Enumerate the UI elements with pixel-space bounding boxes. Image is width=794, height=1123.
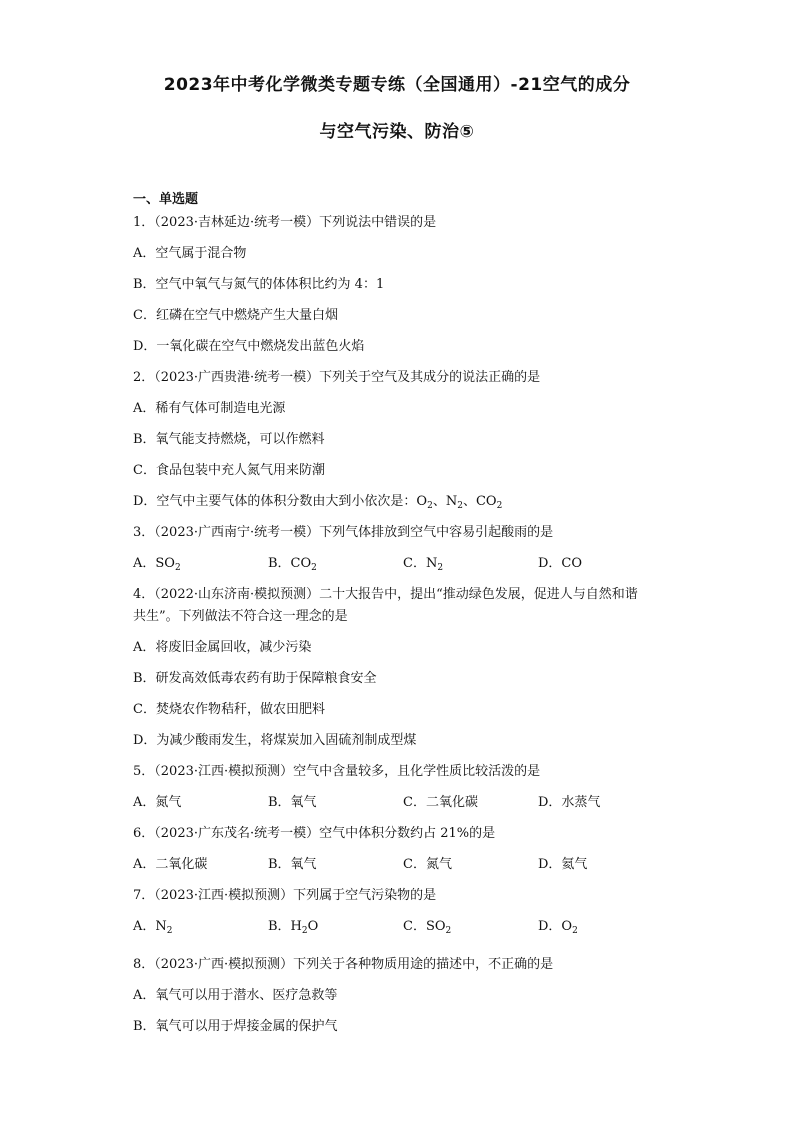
question-6-option-d: D．氦气 — [538, 857, 588, 872]
question-8-option-b: B．氧气可以用于焊接金属的保护气 — [133, 1019, 338, 1034]
question-7-option-c: C．$SO_2$ — [403, 919, 452, 936]
question-5-option-d: D．水蒸气 — [538, 795, 601, 810]
question-2-option-b: B．氧气能支持燃烧，可以作燃料 — [133, 432, 325, 447]
question-2-option-a: A．稀有气体可制造电光源 — [133, 401, 286, 416]
document-title-line-2: 与空气污染、防治⑤ — [319, 122, 475, 142]
question-3-option-c: C．$N_2$ — [403, 556, 444, 573]
question-list — [133, 212, 673, 1047]
question-6-option-c: C．氮气 — [403, 857, 452, 872]
question-3-options — [133, 553, 673, 584]
question-4-stem-line-2: 共生”。下列做法不符合这一理念的是 — [133, 609, 348, 624]
question-5-option-b: B．氧气 — [268, 795, 317, 810]
question-3-option-d: D．CO — [538, 556, 583, 571]
question-2-option-d: D．空气中主要气体的体积分数由大到小依次是：$O_2$、$N_2$、$CO_2$ — [133, 494, 503, 511]
question-2-stem: 2．（2023·广西贵港·统考一模）下列关于空气及其成分的说法正确的是 — [133, 370, 541, 385]
question-4-option-d: D．为减少酸雨发生，将煤炭加入固硫剂制成型煤 — [133, 733, 417, 748]
question-8-stem: 8．（2023·广西·模拟预测）下列关于各种物质用途的描述中，不正确的是 — [133, 957, 554, 972]
question-5-option-a: A．氮气 — [133, 795, 182, 810]
question-4-option-c: C．焚烧农作物秸秆，做农田肥料 — [133, 702, 325, 717]
question-1-stem: 1．（2023·吉林延边·统考一模）下列说法中错误的是 — [133, 215, 437, 230]
question-8-option-a: A．氧气可以用于潜水、医疗急救等 — [133, 988, 338, 1003]
question-5-stem: 5．（2023·江西·模拟预测）空气中含量较多，且化学性质比较活泼的是 — [133, 764, 541, 779]
question-1-option-c: C．红磷在空气中燃烧产生大量白烟 — [133, 308, 338, 323]
question-5-option-c: C．二氧化碳 — [403, 795, 478, 810]
question-7-options — [133, 916, 673, 954]
question-1-option-b: B．空气中氧气与氮气的体体积比约为 4：1 — [133, 277, 385, 292]
question-6-stem: 6．（2023·广东茂名·统考一模）空气中体积分数约占 21%的是 — [133, 826, 496, 841]
question-1-option-d: D．一氧化碳在空气中燃烧发出蓝色火焰 — [133, 339, 365, 354]
question-4-option-b: B．研发高效低毒农药有助于保障粮食安全 — [133, 671, 377, 686]
question-5-options — [133, 792, 673, 823]
question-7-option-b: B．$H_2O$ — [268, 919, 319, 936]
question-7-option-a: A．$N_2$ — [133, 919, 173, 936]
question-1-option-a: A．空气属于混合物 — [133, 246, 247, 261]
question-3-stem: 3．（2023·广西南宁·统考一模）下列气体排放到空气中容易引起酸雨的是 — [133, 525, 554, 540]
question-6-option-a: A．二氧化碳 — [133, 857, 208, 872]
question-4-option-a: A．将废旧金属回收，减少污染 — [133, 640, 312, 655]
question-7-stem: 7．（2023·江西·模拟预测）下列属于空气污染物的是 — [133, 888, 437, 903]
document-title-line-1: 2023年中考化学微类专题专练（全国通用）-21空气的成分 — [163, 75, 631, 95]
question-2-option-c: C．食品包装中充人氮气用来防潮 — [133, 463, 325, 478]
question-6-option-b: B．氧气 — [268, 857, 317, 872]
question-7-option-d: D．$O_2$ — [538, 919, 578, 936]
question-4-stem-line-1: 4．（2022·山东济南·模拟预测）二十大报告中，提出“推动绿色发展，促进人与自然和谐 — [133, 587, 638, 602]
question-3-option-a: A．$SO_2$ — [133, 556, 181, 573]
question-6-options — [133, 854, 673, 885]
question-3-option-b: B．$CO_2$ — [268, 556, 317, 573]
section-heading: 一、单选题 — [133, 192, 199, 207]
